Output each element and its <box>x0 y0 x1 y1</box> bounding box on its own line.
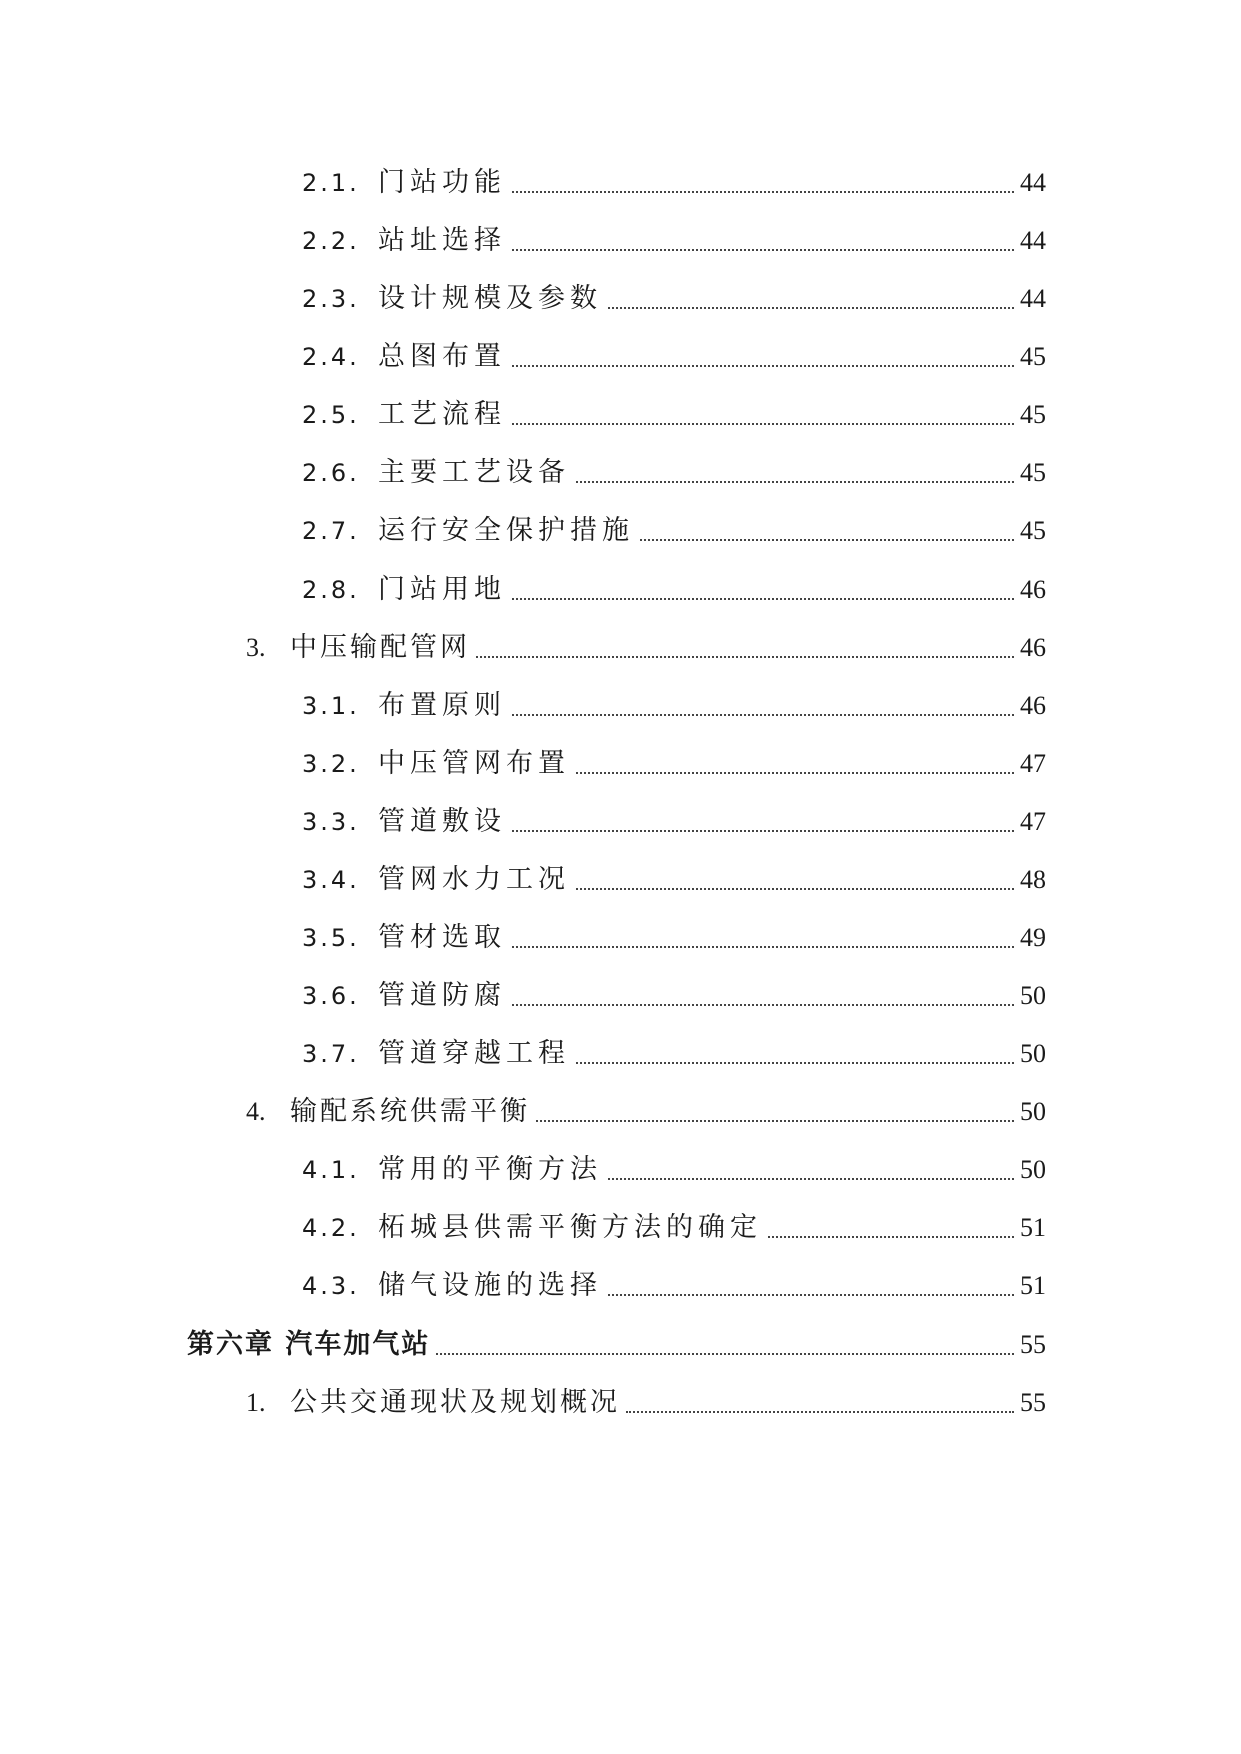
toc-entry-3-1[interactable] <box>302 686 1046 726</box>
dot-leader <box>512 597 1014 600</box>
dot-leader <box>512 190 1014 193</box>
toc-entry-page: 44 <box>1020 284 1046 313</box>
toc-entry-6-1[interactable] <box>246 1383 1046 1423</box>
toc-entry-title: 输配系统供需平衡 <box>290 1096 530 1127</box>
toc-entry-page: 51 <box>1020 1271 1046 1300</box>
dot-leader <box>608 1177 1014 1180</box>
toc-entry-page: 45 <box>1020 400 1046 429</box>
toc-entry-3-2[interactable] <box>302 744 1046 784</box>
toc-entry-2-8[interactable] <box>302 570 1046 610</box>
toc-entry-page: 45 <box>1020 516 1046 545</box>
toc-entry-title: 门站用地 <box>378 574 506 605</box>
toc-entry-page: 50 <box>1020 1155 1046 1184</box>
toc-entry-3-7[interactable] <box>302 1034 1046 1074</box>
toc-entry-number: 2.3. <box>302 285 360 313</box>
toc-entry-title: 布置原则 <box>378 690 506 721</box>
toc-entry-number: 2.6. <box>302 459 360 487</box>
toc-entry-title: 运行安全保护措施 <box>378 515 634 546</box>
toc-entry-number: 3.7. <box>302 1040 360 1068</box>
toc-entry-number: 3.2. <box>302 750 360 778</box>
dot-leader <box>512 829 1014 832</box>
toc-entry-2-5[interactable] <box>302 395 1046 435</box>
dot-leader <box>512 248 1014 251</box>
toc-entry-page: 55 <box>1020 1330 1046 1359</box>
toc-entry-2-3[interactable] <box>302 279 1046 319</box>
toc-entry-title: 工艺流程 <box>378 399 506 430</box>
toc-entry-number: 2.1. <box>302 169 360 197</box>
dot-leader <box>512 1003 1014 1006</box>
toc-entry-number: 3.5. <box>302 924 360 952</box>
toc-entry-number: 3.3. <box>302 808 360 836</box>
dot-leader <box>512 713 1014 716</box>
toc-entry-page: 46 <box>1020 575 1046 604</box>
toc-entry-page: 51 <box>1020 1213 1046 1242</box>
toc-entry-4-1[interactable] <box>302 1150 1046 1190</box>
dot-leader <box>768 1235 1014 1238</box>
toc-entry-title: 中压管网布置 <box>378 748 570 779</box>
toc-entry-title: 设计规模及参数 <box>378 283 602 314</box>
toc-entry-page: 44 <box>1020 168 1046 197</box>
toc-entry-number: 4.1. <box>302 1156 360 1184</box>
dot-leader <box>576 887 1014 890</box>
toc-entry-page: 47 <box>1020 749 1046 778</box>
toc-entry-page: 44 <box>1020 226 1046 255</box>
toc-entry-3-6[interactable] <box>302 976 1046 1016</box>
toc-entry-page: 45 <box>1020 342 1046 371</box>
dot-leader <box>536 1119 1014 1122</box>
toc-entry-title: 公共交通现状及规划概况 <box>290 1387 620 1418</box>
toc-entry-4[interactable] <box>246 1092 1046 1132</box>
dot-leader <box>608 306 1014 309</box>
toc-entry-number: 3.6. <box>302 982 360 1010</box>
toc-entry-page: 49 <box>1020 923 1046 952</box>
toc-entry-page: 50 <box>1020 1097 1046 1126</box>
toc-entry-3-5[interactable] <box>302 918 1046 958</box>
toc-entry-number: 1. <box>246 1388 266 1417</box>
toc-entry-title: 管材选取 <box>378 922 506 953</box>
dot-leader <box>436 1352 1014 1355</box>
toc-entry-4-2[interactable] <box>302 1208 1046 1248</box>
toc-entry-2-6[interactable] <box>302 453 1046 493</box>
toc-entry-2-4[interactable] <box>302 337 1046 377</box>
dot-leader <box>608 1293 1014 1296</box>
toc-entry-title: 管道穿越工程 <box>378 1038 570 1069</box>
toc-entry-number: 2.2. <box>302 227 360 255</box>
toc-entry-number: 3.1. <box>302 692 360 720</box>
dot-leader <box>512 364 1014 367</box>
dot-leader <box>576 771 1014 774</box>
toc-entry-page: 48 <box>1020 865 1046 894</box>
toc-entry-title: 管道敷设 <box>378 806 506 837</box>
toc-entry-page: 46 <box>1020 633 1046 662</box>
toc-entry-title: 站址选择 <box>378 225 506 256</box>
toc-entry-chapter-6[interactable] <box>187 1325 1046 1365</box>
toc-entry-title: 中压输配管网 <box>290 632 470 663</box>
toc-entry-number: 2.4. <box>302 343 360 371</box>
dot-leader <box>576 1061 1014 1064</box>
toc-entry-title: 柘城县供需平衡方法的确定 <box>378 1212 762 1243</box>
toc-entry-title: 门站功能 <box>378 167 506 198</box>
toc-entry-number: 4.2. <box>302 1214 360 1242</box>
toc-entry-3[interactable] <box>246 628 1046 668</box>
toc-entry-4-3[interactable] <box>302 1266 1046 1306</box>
toc-entry-2-1[interactable] <box>302 163 1046 203</box>
toc-entry-page: 45 <box>1020 458 1046 487</box>
toc-entry-title: 储气设施的选择 <box>378 1270 602 1301</box>
toc-entry-page: 55 <box>1020 1388 1046 1417</box>
toc-entry-3-3[interactable] <box>302 802 1046 842</box>
dot-leader <box>640 538 1014 541</box>
toc-entry-2-2[interactable] <box>302 221 1046 261</box>
toc-entry-number: 2.8. <box>302 576 360 604</box>
dot-leader <box>512 422 1014 425</box>
toc-entry-number: 4. <box>246 1097 266 1126</box>
toc-entry-title: 管道防腐 <box>378 980 506 1011</box>
toc-entry-page: 50 <box>1020 1039 1046 1068</box>
dot-leader <box>512 945 1014 948</box>
dot-leader <box>476 655 1014 658</box>
toc-entry-page: 50 <box>1020 981 1046 1010</box>
toc-entry-number: 3. <box>246 633 266 662</box>
toc-entry-number: 4.3. <box>302 1272 360 1300</box>
toc-entry-2-7[interactable] <box>302 511 1046 551</box>
toc-entry-page: 46 <box>1020 691 1046 720</box>
toc-entry-page: 47 <box>1020 807 1046 836</box>
dot-leader <box>626 1410 1014 1413</box>
dot-leader <box>576 480 1014 483</box>
toc-entry-title: 主要工艺设备 <box>378 457 570 488</box>
toc-entry-title: 管网水力工况 <box>378 864 570 895</box>
toc-entry-number: 3.4. <box>302 866 360 894</box>
toc-entry-title: 总图布置 <box>378 341 506 372</box>
toc-chapter-title: 第六章 汽车加气站 <box>187 1329 431 1360</box>
toc-entry-3-4[interactable] <box>302 860 1046 900</box>
toc-entry-number: 2.7. <box>302 517 360 545</box>
toc-entry-number: 2.5. <box>302 401 360 429</box>
toc-entry-title: 常用的平衡方法 <box>378 1154 602 1185</box>
